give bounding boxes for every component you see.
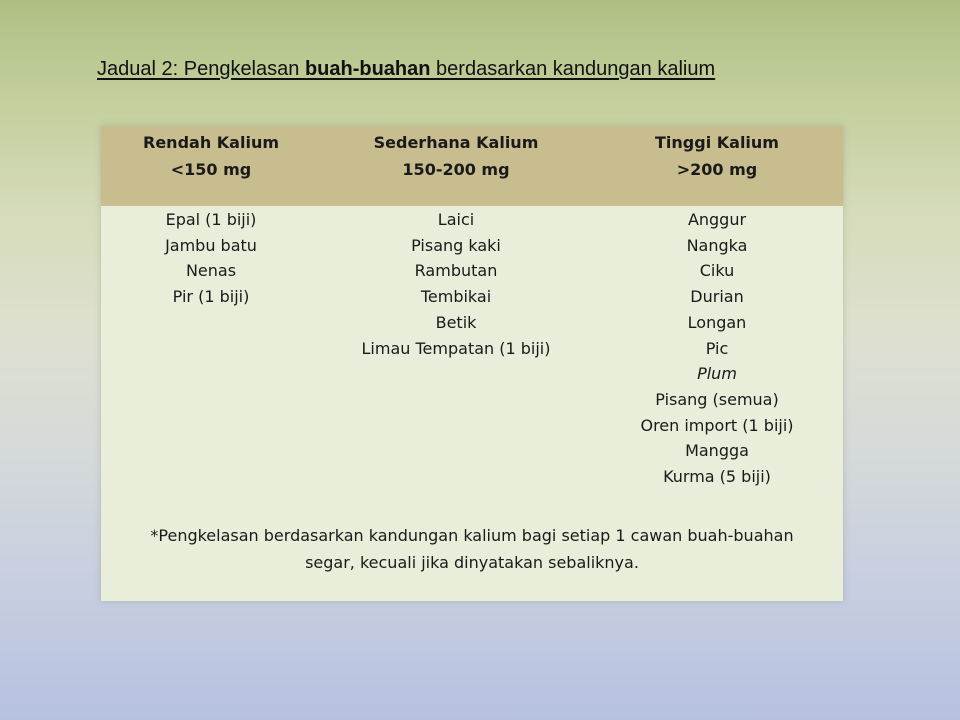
- list-item: Pic: [705, 338, 729, 358]
- column-medium: [341, 207, 571, 361]
- list-item: Betik: [435, 312, 477, 332]
- list-item: Mangga: [685, 441, 749, 461]
- title-bold: buah-buahan: [304, 58, 431, 80]
- table-header: [101, 126, 843, 206]
- footnote-line: segar, kecuali jika dinyatakan sebaliknya.: [305, 553, 639, 572]
- list-item: Pisang kaki: [411, 235, 501, 255]
- list-item: Plum: [697, 364, 737, 384]
- list-item: Epal (1 biji): [165, 210, 257, 229]
- footnote-line: *Pengkelasan berdasarkan kandungan kalium bagi setiap 1 cawan buah-buahan: [150, 526, 794, 545]
- header-high-label: Tinggi Kalium: [655, 133, 779, 152]
- header-high-range: >200 mg: [676, 160, 758, 179]
- potassium-table: [101, 126, 843, 601]
- header-medium: [341, 129, 571, 183]
- column-low: [141, 207, 281, 310]
- header-medium-label: Sederhana Kalium: [373, 133, 539, 152]
- list-item: Oren import (1 biji): [640, 415, 794, 435]
- list-item: Longan: [687, 312, 747, 332]
- list-item: Nangka: [686, 235, 748, 255]
- list-item: Kurma (5 biji): [663, 467, 771, 487]
- header-low-label: Rendah Kalium: [143, 133, 279, 152]
- list-item: Pisang (semua): [655, 389, 779, 409]
- header-low-range: <150 mg: [170, 160, 252, 179]
- list-item: Anggur: [687, 210, 747, 229]
- list-item: Nenas: [185, 261, 237, 281]
- list-item: Rambutan: [414, 261, 498, 281]
- list-item: Pir (1 biji): [172, 287, 250, 307]
- list-item: Tembikai: [420, 287, 492, 307]
- header-low: [141, 129, 281, 183]
- page-title: [97, 58, 715, 81]
- header-medium-range: 150-200 mg: [402, 160, 510, 179]
- list-item: Laici: [437, 210, 475, 229]
- list-item: Jambu batu: [165, 235, 257, 255]
- footnote: [121, 522, 823, 576]
- title-suffix: berdasarkan kandungan kalium: [430, 58, 716, 80]
- header-high: [616, 129, 818, 183]
- title-prefix: Jadual 2: Pengkelasan: [97, 58, 305, 80]
- list-item: Ciku: [699, 261, 735, 281]
- list-item: Limau Tempatan (1 biji): [361, 338, 551, 358]
- list-item: Durian: [690, 287, 744, 307]
- column-high: [616, 207, 818, 490]
